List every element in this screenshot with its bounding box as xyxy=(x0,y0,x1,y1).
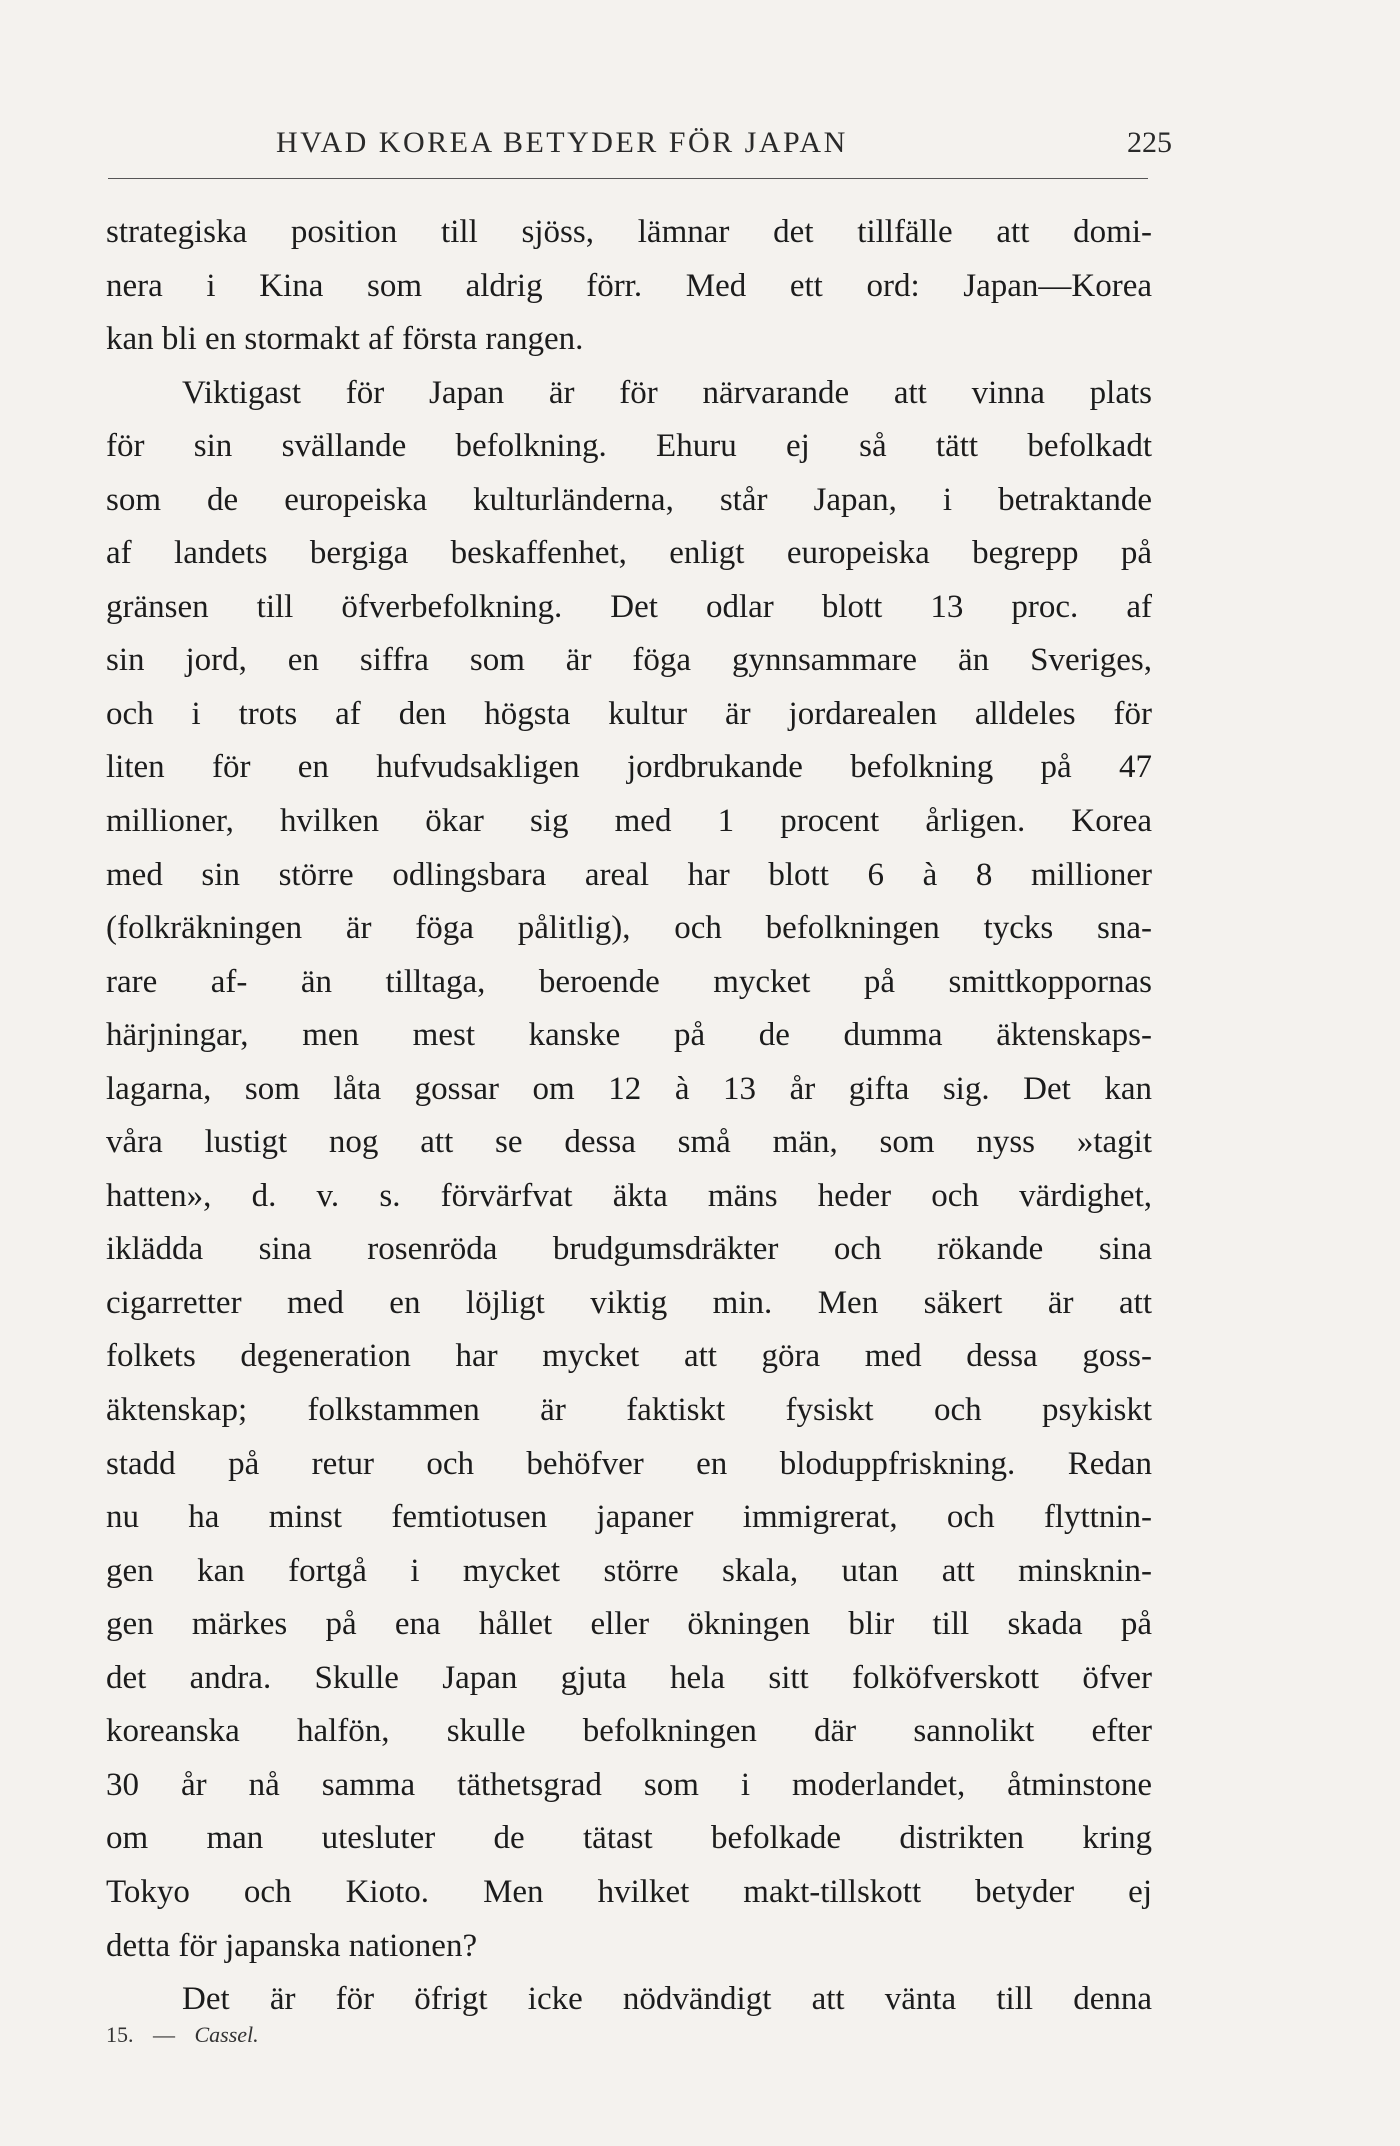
text-line: stadd på retur och behöfver en bloduppfriskning. Redan xyxy=(106,1445,1152,1482)
signature-name: Cassel. xyxy=(194,2022,259,2047)
text-line: nu ha minst femtiotusen japaner immigrerat, och flyttnin- xyxy=(106,1499,1152,1536)
text-line: cigarretter med en löjligt viktig min. Men säkert är att xyxy=(106,1284,1152,1321)
text-line: våra lustigt nog att se dessa små män, som nyss »tagit xyxy=(106,1124,1152,1161)
printer-signature xyxy=(106,2022,273,2048)
text-line: kan bli en stormakt af första rangen. xyxy=(106,321,584,358)
text-line: Tokyo och Kioto. Men hvilket makt-tillskott betyder ej xyxy=(106,1873,1152,1910)
text-line: och i trots af den högsta kultur är jordarealen alldeles för xyxy=(106,695,1152,732)
text-line: det andra. Skulle Japan gjuta hela sitt folköfverskott öfver xyxy=(106,1659,1152,1696)
text-line: om man utesluter de tätast befolkade distrikten kring xyxy=(106,1820,1152,1857)
text-line: härjningar, men mest kanske på de dumma äktenskaps- xyxy=(106,1017,1152,1054)
text-line: iklädda sina rosenröda brudgumsdräkter och rökande sina xyxy=(106,1231,1152,1268)
text-line: detta för japanska nationen? xyxy=(106,1927,478,1964)
text-line: liten för en hufvudsakligen jordbrukande befolkning på 47 xyxy=(106,749,1152,786)
text-line: (folkräkningen är föga pålitlig), och befolkningen tycks sna- xyxy=(106,910,1152,947)
page-number: 225 xyxy=(1127,126,1172,159)
text-line: rare af- än tilltaga, beroende mycket på smittkoppornas xyxy=(106,963,1152,1000)
text-line: sin jord, en siffra som är föga gynnsammare än Sveriges, xyxy=(106,642,1152,679)
text-line: Viktigast för Japan är för närvarande att vinna plats xyxy=(182,374,1152,411)
text-line: Det är för öfrigt icke nödvändigt att vänta till denna xyxy=(182,1981,1152,2018)
signature-dash: — xyxy=(153,2022,175,2047)
running-head: HVAD KOREA BETYDER FÖR JAPAN xyxy=(276,126,848,159)
text-line: 30 år nå samma täthetsgrad som i moderlandet, åtminstone xyxy=(106,1766,1152,1803)
text-line: strategiska position till sjöss, lämnar det tillfälle att domi- xyxy=(106,214,1152,250)
text-line: nera i Kina som aldrig förr. Med ett ord: Japan—Korea xyxy=(106,267,1152,304)
text-line: med sin större odlingsbara areal har blott 6 à 8 millioner xyxy=(106,856,1152,893)
text-line: folkets degeneration har mycket att göra med dessa goss- xyxy=(106,1338,1152,1375)
text-line: millioner, hvilken ökar sig med 1 procent årligen. Korea xyxy=(106,803,1152,840)
text-line: för sin svällande befolkning. Ehuru ej så tätt befolkadt xyxy=(106,428,1152,465)
text-line: gränsen till öfverbefolkning. Det odlar blott 13 proc. af xyxy=(106,588,1152,625)
text-line: koreanska halfön, skulle befolkningen där sannolikt efter xyxy=(106,1713,1152,1750)
header-rule xyxy=(108,178,1148,179)
signature-number: 15. xyxy=(106,2022,134,2047)
text-line: gen märkes på ena hållet eller ökningen blir till skada på xyxy=(106,1606,1152,1643)
text-line: gen kan fortgå i mycket större skala, utan att minsknin- xyxy=(106,1552,1152,1589)
text-line: lagarna, som låta gossar om 12 à 13 år gifta sig. Det kan xyxy=(106,1070,1152,1107)
text-line: af landets bergiga beskaffenhet, enligt europeiska begrepp på xyxy=(106,535,1152,572)
text-line: som de europeiska kulturländerna, står Japan, i betraktande xyxy=(106,481,1152,518)
body-text xyxy=(106,206,1152,2027)
text-line: hatten», d. v. s. förvärfvat äkta mäns heder och värdighet, xyxy=(106,1177,1152,1214)
text-line: äktenskap; folkstammen är faktiskt fysiskt och psykiskt xyxy=(106,1392,1152,1429)
